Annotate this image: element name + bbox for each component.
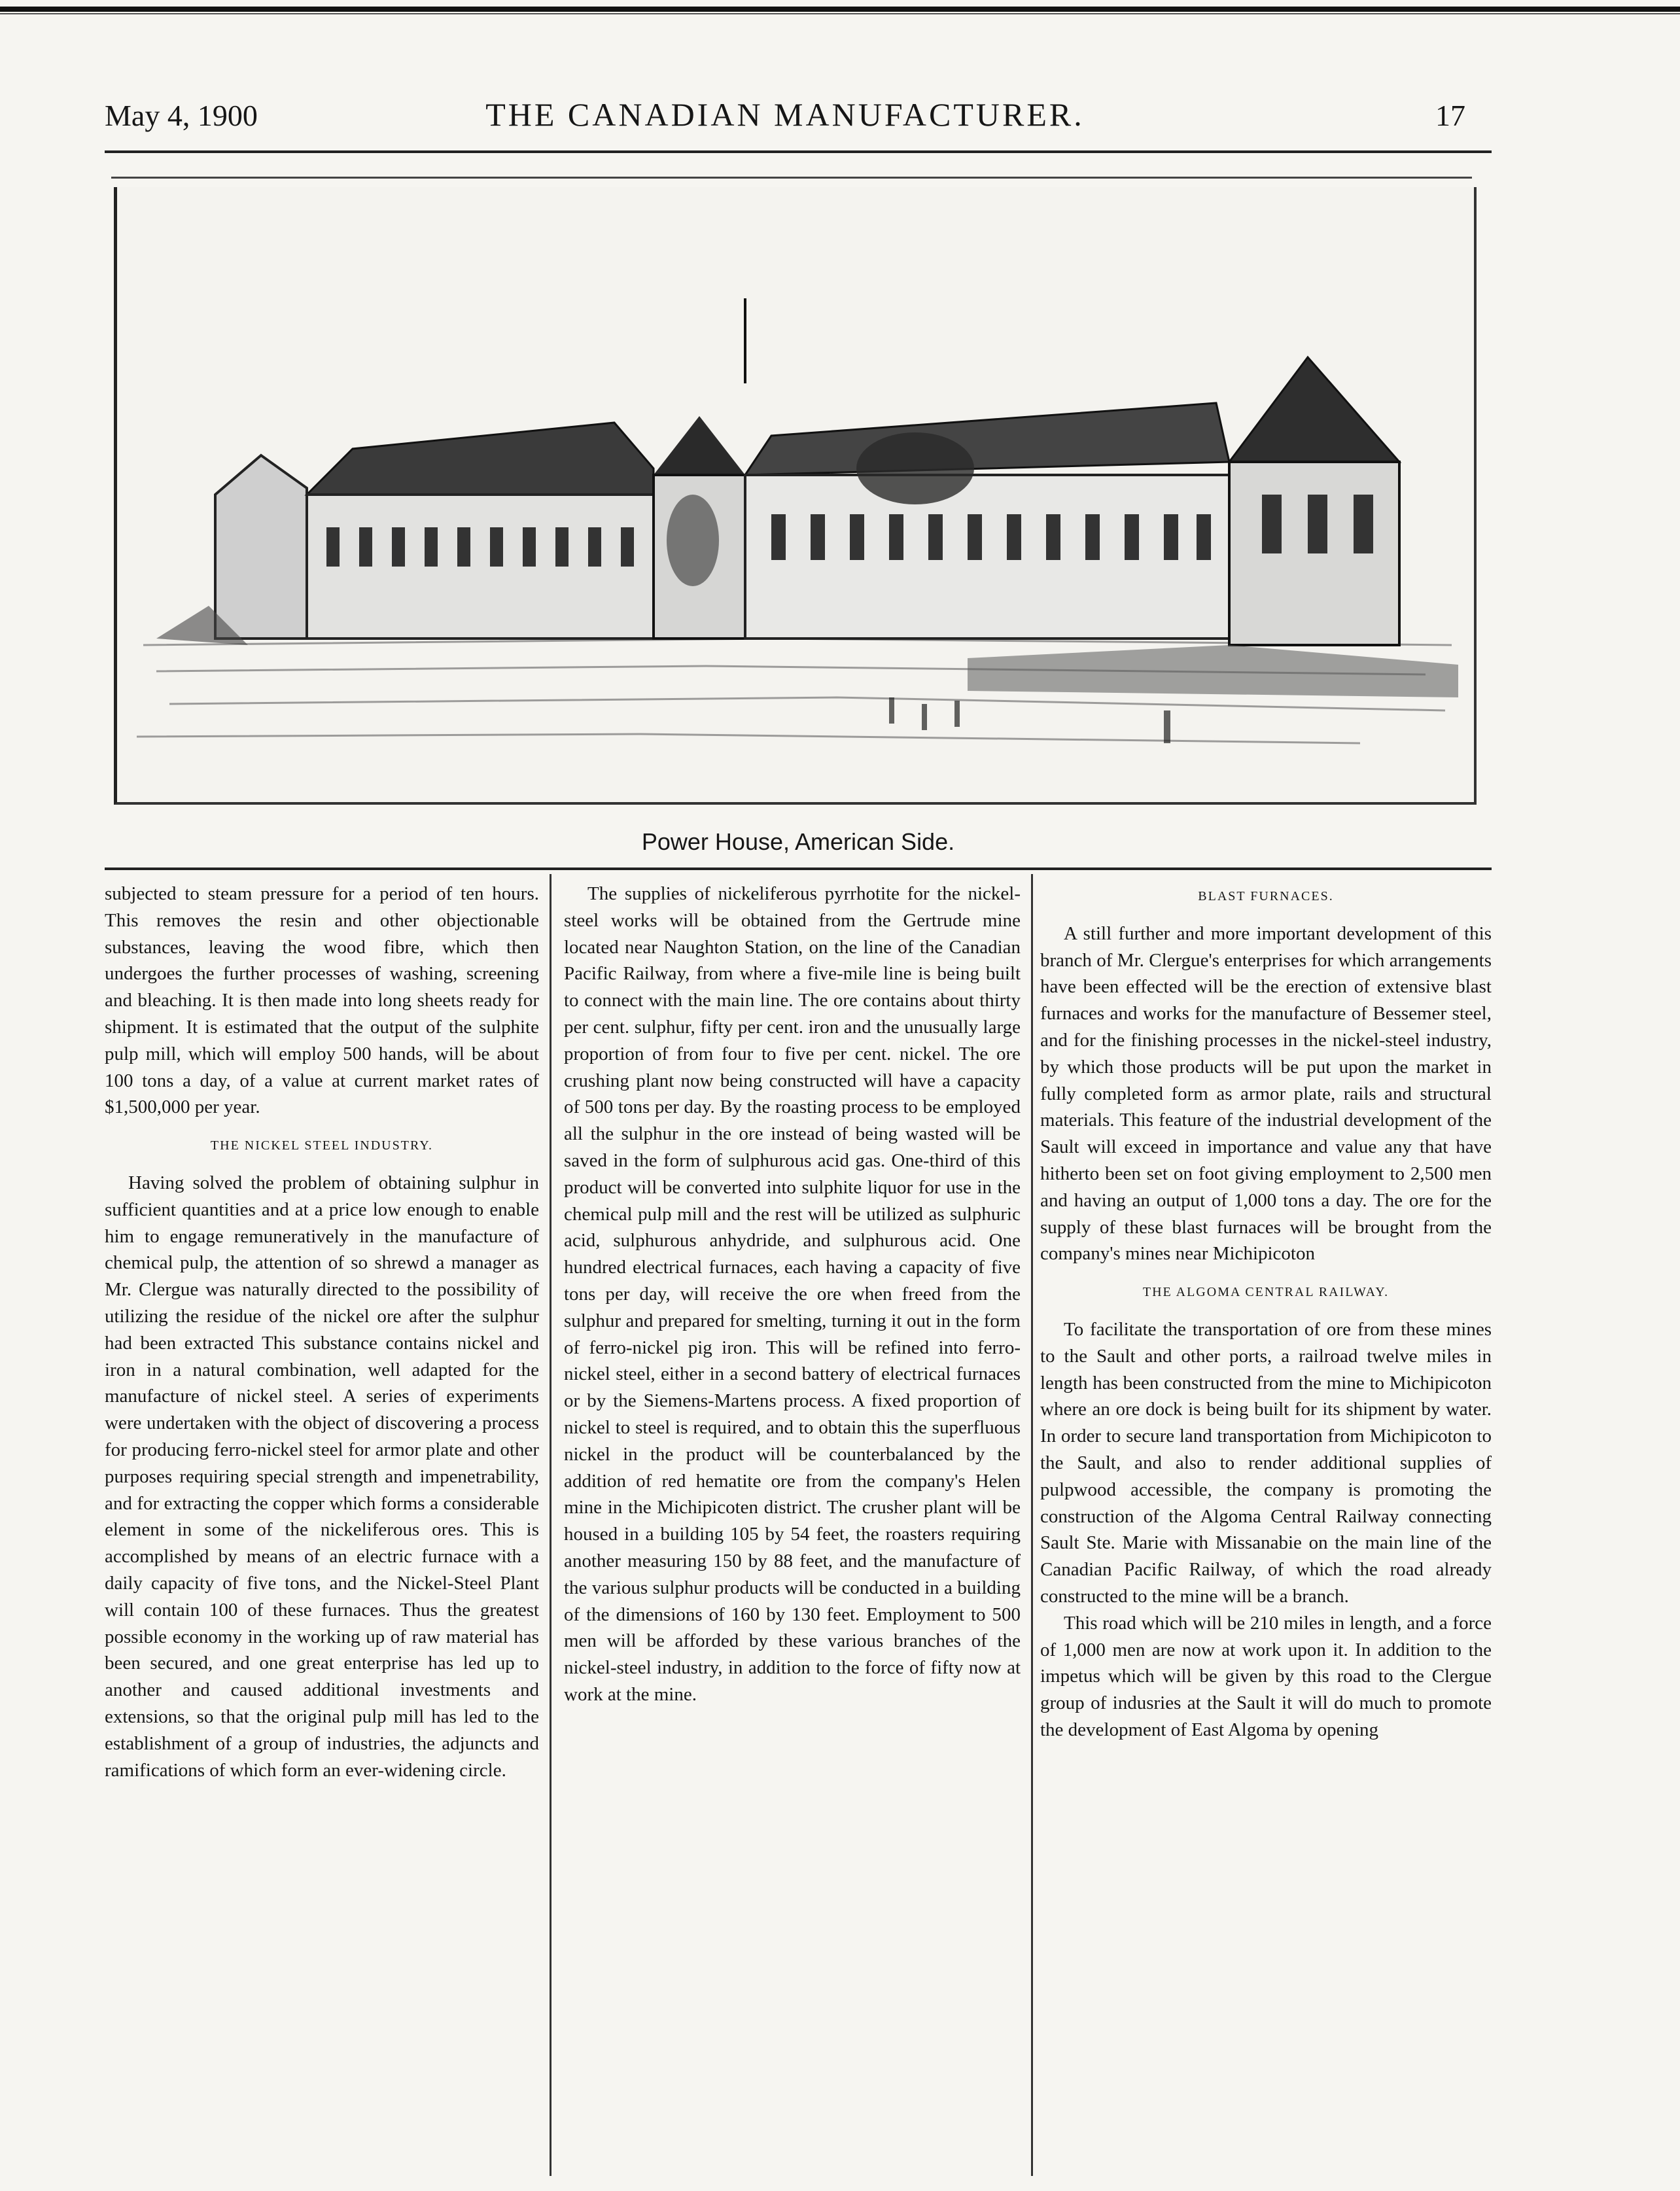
page-number: 17: [1435, 99, 1465, 132]
figure-caption: Power House, American Side.: [641, 828, 955, 855]
article-column-2: [564, 881, 1021, 2163]
issue-date: May 4, 1900: [105, 99, 258, 132]
masthead: [105, 92, 1465, 150]
paragraph-pyrrhotite-supplies: The supplies of nickeliferous pyrrhotite for the nickel-steel works will be obtained from the Gertrude mine located near Naughton Station, on the line of the Canadian Pacific Railway, from where a five-mile line is being built to connect with the main line. The ore contains about thirty per cent. sulphur, fifty per cent. iron and the unusually large proportion of from four to five per cent. nickel. The ore crushing plant now being constructed will have a capacity of 500 tons per day. By the roasting process to be employed all the sulphur in the ore instead of being wasted will be saved in the form of sulphurous acid gas. One-third of this product will be converted into sulphite liquor for use in the chemical pulp mill and the rest will be utilized as sulphuric acid, sulphurous anhydride, and sulphurous acid. One hundred electrical furnaces, each having a capacity of five tons per day, will receive the ore when freed from the sulphur and prepared for smelting, turning it out in the form of ferro-nickel pig iron. This will be refined into ferro-nickel steel, either in a second battery of electrical furnaces or by the Siemens-Martens process. A fixed proportion of nickel to steel is required, and to obtain this the superfluous nickel in the product will be counterbalanced by the addition of red hematite ore from the company's Helen mine in the Michipicoten district. The crusher plant will be housed in a building 105 by 54 feet, the roasters requiring another measuring 150 by 88 feet, and the manufacture of the various sulphur products will be conducted in a building of the dimensions of 160 by 130 feet. Employment to 500 men will be afforded by these various branches of the nickel-steel industry, in addition to the force of fifty now at work at the mine.: [564, 883, 1021, 1705]
heading-nickel-steel-industry: THE NICKEL STEEL INDUSTRY.: [210, 1138, 434, 1153]
caption-rule: [105, 868, 1492, 870]
publication-title: THE CANADIAN MANUFACTURER.: [485, 96, 1085, 133]
power-house-engraving: [117, 187, 1474, 802]
paragraph-railway-transport: To facilitate the transportation of ore from these mines to the Sault and other ports, a railroad twelve miles in length has been constructed from the mine to Michipicoton where an ore dock is being built for its shipment by water. In order to secure land transportation from Michipicoton to the Sault, and also to render additional supplies of pulpwood accessible, the company is promoting the construction of the Algoma Central Railway connecting Sault Ste. Marie with Missanabie on the main line of the Canadian Pacific Railway, of which the road already constructed to the mine will be a branch.: [1040, 1318, 1492, 1607]
column-divider-2: [1031, 874, 1033, 2176]
column-divider-1: [550, 874, 551, 2176]
heading-blast-furnaces: BLAST FURNACES.: [1198, 889, 1334, 903]
figure-top-rule: [111, 177, 1472, 179]
paragraph-pulp-mill-output: subjected to steam pressure for a period of ten hours. This removes the resin and other objectionable substances, leaving the wood fibre, which then undergoes the further processes of washing, screening and bleaching. It is then made into long sheets ready for shipment. It is estimated that the output of the sulphite pulp mill, which will employ 500 hands, will be about 100 tons a day, of a value at current market rates of $1,500,000 per year.: [105, 883, 539, 1118]
article-column-3: [1040, 881, 1492, 2163]
power-house-illustration: [114, 187, 1477, 805]
top-border-thin-rule: [0, 13, 1680, 14]
top-border-rule: [0, 7, 1680, 12]
article-column-1: [105, 881, 539, 2163]
heading-algoma-central-railway: THE ALGOMA CENTRAL RAILWAY.: [1142, 1285, 1390, 1300]
masthead-rule: [105, 150, 1492, 153]
paragraph-road-length: This road which will be 210 miles in length, and a force of 1,000 men are now at work upon it. In addition to the impetus which will be given by this road to the Clergue group of indusries at the Sault it will do much to promote the development of East Algoma by opening: [1040, 1612, 1492, 1740]
paragraph-blast-furnaces: A still further and more important development of this branch of Mr. Clergue's enterprises for which arrangements have been effected will be the erection of extensive blast furnaces and works for the manufacture of Bessemer steel, and for the finishing processes in the nickel-steel industry, by which those products will be put upon the market in fully completed form as armor plate, rails and structural materials. This feature of the industrial development of the Sault will exceed in importance and value any that have hitherto been set on foot giving employment to 2,500 men and having an output of 1,000 tons a day. The ore for the supply of these blast furnaces will be brought from the company's mines near Michipicoton: [1040, 922, 1492, 1265]
paragraph-nickel-steel: Having solved the problem of obtaining sulphur in sufficient quantities and at a price low enough to enable him to engage remuneratively in the manufacture of chemical pulp, the attention of so shrewd a manager as Mr. Clergue was naturally directed to the possibility of utilizing the residue of the nickel ore after the sulphur had been extracted This substance contains nickel and iron in a natural combination, well adapted for the manufacture of nickel steel. A series of experiments were undertaken with the object of discovering a process for producing ferro-nickel steel for armor plate and other purposes requiring special strength and impenetrability, and for extracting the copper which forms a considerable element in some of the nickeliferous ores. This is accomplished by means of an electric furnace with a daily capacity of five tons, and the Nickel-Steel Plant will contain 100 of these furnaces. Thus the greatest possible economy in the working up of raw material has been secured, and one great enterprise has led up to another and caused additional investments and extensions, so that the original pulp mill has led to the establishment of a group of industries, the adjuncts and ramifications of which form an ever-widening circle.: [105, 1172, 539, 1781]
